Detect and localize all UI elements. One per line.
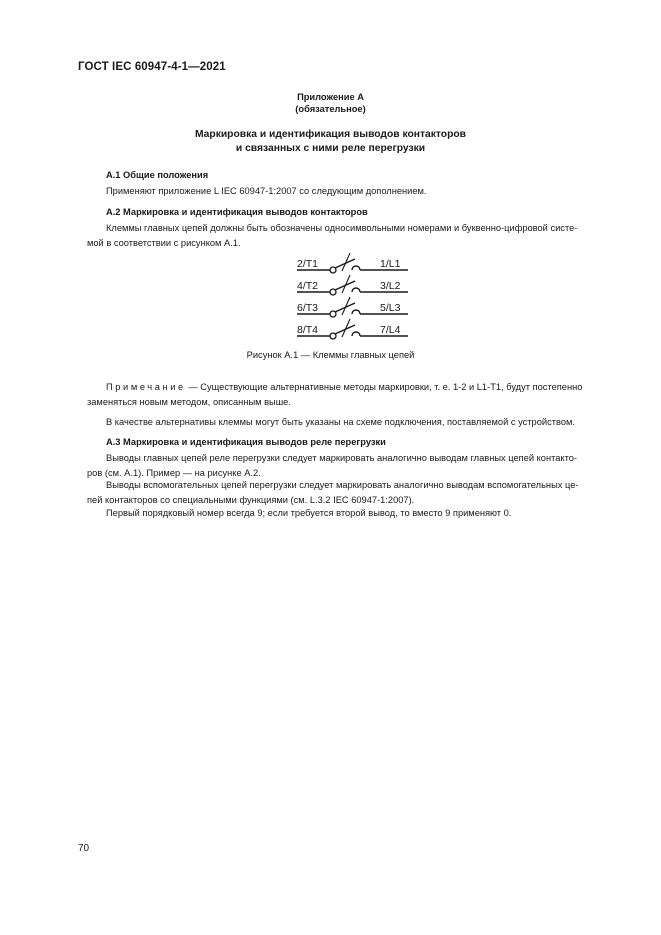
section-a3-p1-line1: Выводы главных цепей реле перегрузки следует маркировать аналогично выводам главных цепей контакто-: [106, 453, 578, 463]
section-a2-text-line2: мой в соответствии с рисунком А.1.: [87, 237, 241, 248]
section-a2-text-line1: Клеммы главных цепей должны быть обозначены односимвольными номерами и буквенно-цифровой систе-: [106, 223, 578, 233]
annex-label: Приложение А: [297, 92, 364, 102]
terminal-label-right: 3/L2: [380, 280, 401, 292]
terminal-label-left: 6/T3: [297, 302, 319, 314]
terminal-label-right: 1/L1: [380, 258, 401, 270]
note-line1: [87, 380, 614, 395]
terminal-label-left: 2/T1: [297, 258, 319, 270]
terminal-label-left: 4/T2: [297, 280, 319, 292]
note-paragraph: [87, 380, 614, 409]
section-a1-heading: А.1 Общие положения: [106, 170, 209, 180]
annex-title-line1: Маркировка и идентификация выводов контакторов: [194, 129, 467, 140]
annex-title-line2: и связанных с ними реле перегрузки: [235, 143, 426, 154]
page-number: 70: [78, 843, 90, 854]
alt-paragraph: [87, 415, 614, 430]
note-text-line2: заменяться новым методом, описанным выше.: [87, 396, 291, 407]
note-text-line1: — Существующие альтернативные методы маркировки, т. е. 1-2 и L1-T1, будут постепенно: [185, 382, 583, 392]
terminal-label-right: 7/L4: [380, 324, 401, 336]
section-a3-p1: [87, 451, 614, 480]
section-a3-p1-line2: ров (см. А.1). Пример — на рисунке А.2.: [87, 467, 261, 478]
standard-header: ГОСТ IEC 60947-4-1—2021: [78, 61, 226, 73]
section-a2-text: [87, 221, 614, 250]
section-a2-heading: А.2 Маркировка и идентификация выводов контакторов: [106, 207, 368, 217]
note-label: Примечание: [106, 382, 186, 392]
fixed-contact: [352, 266, 360, 270]
fixed-contact: [352, 310, 360, 314]
section-a1-text: [87, 184, 614, 199]
section-a3-p3: [87, 506, 614, 521]
fixed-contact: [352, 332, 360, 336]
annex-status: (обязательное): [295, 104, 366, 114]
figure-a1-caption: Рисунок А.1 — Клеммы главных цепей: [246, 350, 415, 360]
terminal-label-left: 8/T4: [297, 324, 319, 336]
section-a3-heading: А.3 Маркировка и идентификация выводов реле перегрузки: [106, 437, 386, 447]
section-a3-p2-line1: Выводы вспомогательных цепей перегрузки следует маркировать аналогично выводам вспомогательных це-: [106, 480, 579, 490]
section-a3-p3-line: Первый порядковый номер всегда 9; если требуется второй вывод, то вместо 9 применяют 0.: [106, 508, 512, 518]
figure-a1-diagram: [280, 252, 415, 347]
alt-text: В качестве альтернативы клеммы могут быть указаны на схеме подключения, поставляемой с устройством.: [106, 417, 575, 427]
fixed-contact: [352, 288, 360, 292]
section-a1-text-line: Применяют приложение L IEC 60947-1:2007 со следующим дополнением.: [106, 186, 427, 196]
section-a3-p2-line2: пей контакторов со специальными функциями (см. L.3.2 IEC 60947-1:2007).: [87, 494, 415, 505]
terminal-label-right: 5/L3: [380, 302, 401, 314]
section-a3-p2: [87, 478, 614, 507]
